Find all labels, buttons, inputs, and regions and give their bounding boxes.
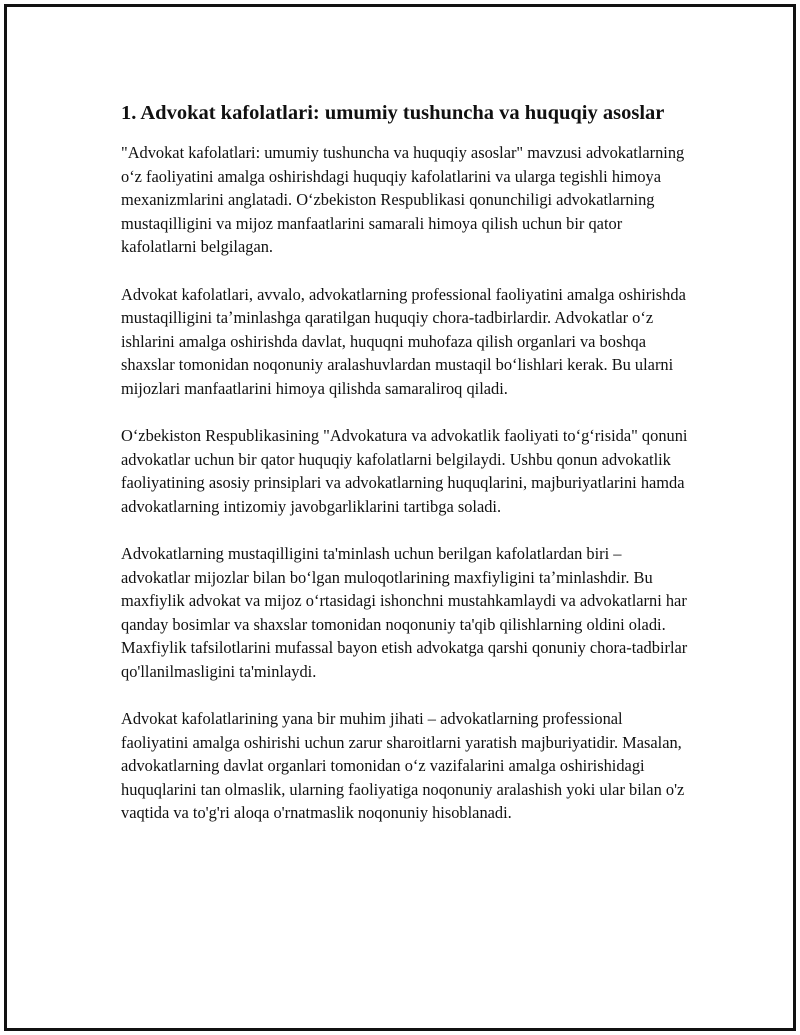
paragraph-2: Advokat kafolatlari, avvalo, advokatlarning professional faoliyatini amalga oshirishda mustaqilligini taʼminlashga qaratilgan huquqiy chora-tadbirlardir. Advokatlar oʻz ishlarini amalga oshirishda davlat, huquqni muhofaza qilish organlari va boshqa shaxslar tomonidan noqonuniy aralashuvlardan mustaqil boʻlishlari kerak. Bu ularni mijozlari manfaatlarini himoya qilishda samaraliroq qiladi. (121, 284, 686, 398)
paragraph-1: "Advokat kafolatlari: umumiy tushuncha va huquqiy asoslar" mavzusi advokatlarning oʻz faoliyatini amalga oshirishdagi huquqiy kafolatlarini va ularga tegishli himoya mexanizmlarini anglatadi. Oʻzbekiston Respublikasi qonunchiligi advokatlarning mustaqilligini va mijoz manfaatlarini samarali himoya qilish uchun bir qator kafolatlarni belgilagan. (121, 143, 685, 256)
paragraph-3: Oʻzbekiston Respublikasining "Advokatura va advokatlik faoliyati toʻgʻrisida" qonuni advokatlar uchun bir qator huquqiy kafolatlarni belgilaydi. Ushbu qonun advokatlik faoliyatining asosiy prinsiplari va advokatlarning huquqlarini, majburiyatlarini hamda advokatlarning intizomiy javobgarliklarini tartibga soladi. (121, 426, 688, 516)
page-frame (4, 4, 796, 1031)
paragraph-5: Advokat kafolatlarining yana bir muhim jihati – advokatlarning professional faoliyatini amalga oshirishi uchun zarur sharoitlarni yaratish majburiyatidir. Masalan, advokatlarning davlat organlari tomonidan oʻz vazifalarini amalga oshirishidagi huquqlarini tan olmaslik, ularning faoliyatiga noqonuniy aralashish yoki ular bilan o'z vaqtida va to'g'ri aloqa o'rnatmaslik noqonuniy hisoblanadi. (121, 709, 685, 822)
section-heading: 1. Advokat kafolatlari: umumiy tushuncha va huquqiy asoslar (121, 102, 665, 124)
document-body (121, 99, 693, 849)
paragraph-4: Advokatlarning mustaqilligini ta'minlash uchun berilgan kafolatlardan biri – advokatlar mijozlar bilan boʻlgan muloqotlarining maxfiyligini taʼminlashdir. Bu maxfiylik advokat va mijoz oʻrtasidagi ishonchni mustahkamlaydi va advokatlarni har qanday bosimlar va shaxslar tomonidan noqonuniy ta'qib qilishlarning oldini oladi. Maxfiylik tafsilotlarini mufassal bayon etish advokatga qarshi qonuniy chora-tadbirlar qo'llanilmasligini ta'minlaydi. (121, 544, 688, 681)
